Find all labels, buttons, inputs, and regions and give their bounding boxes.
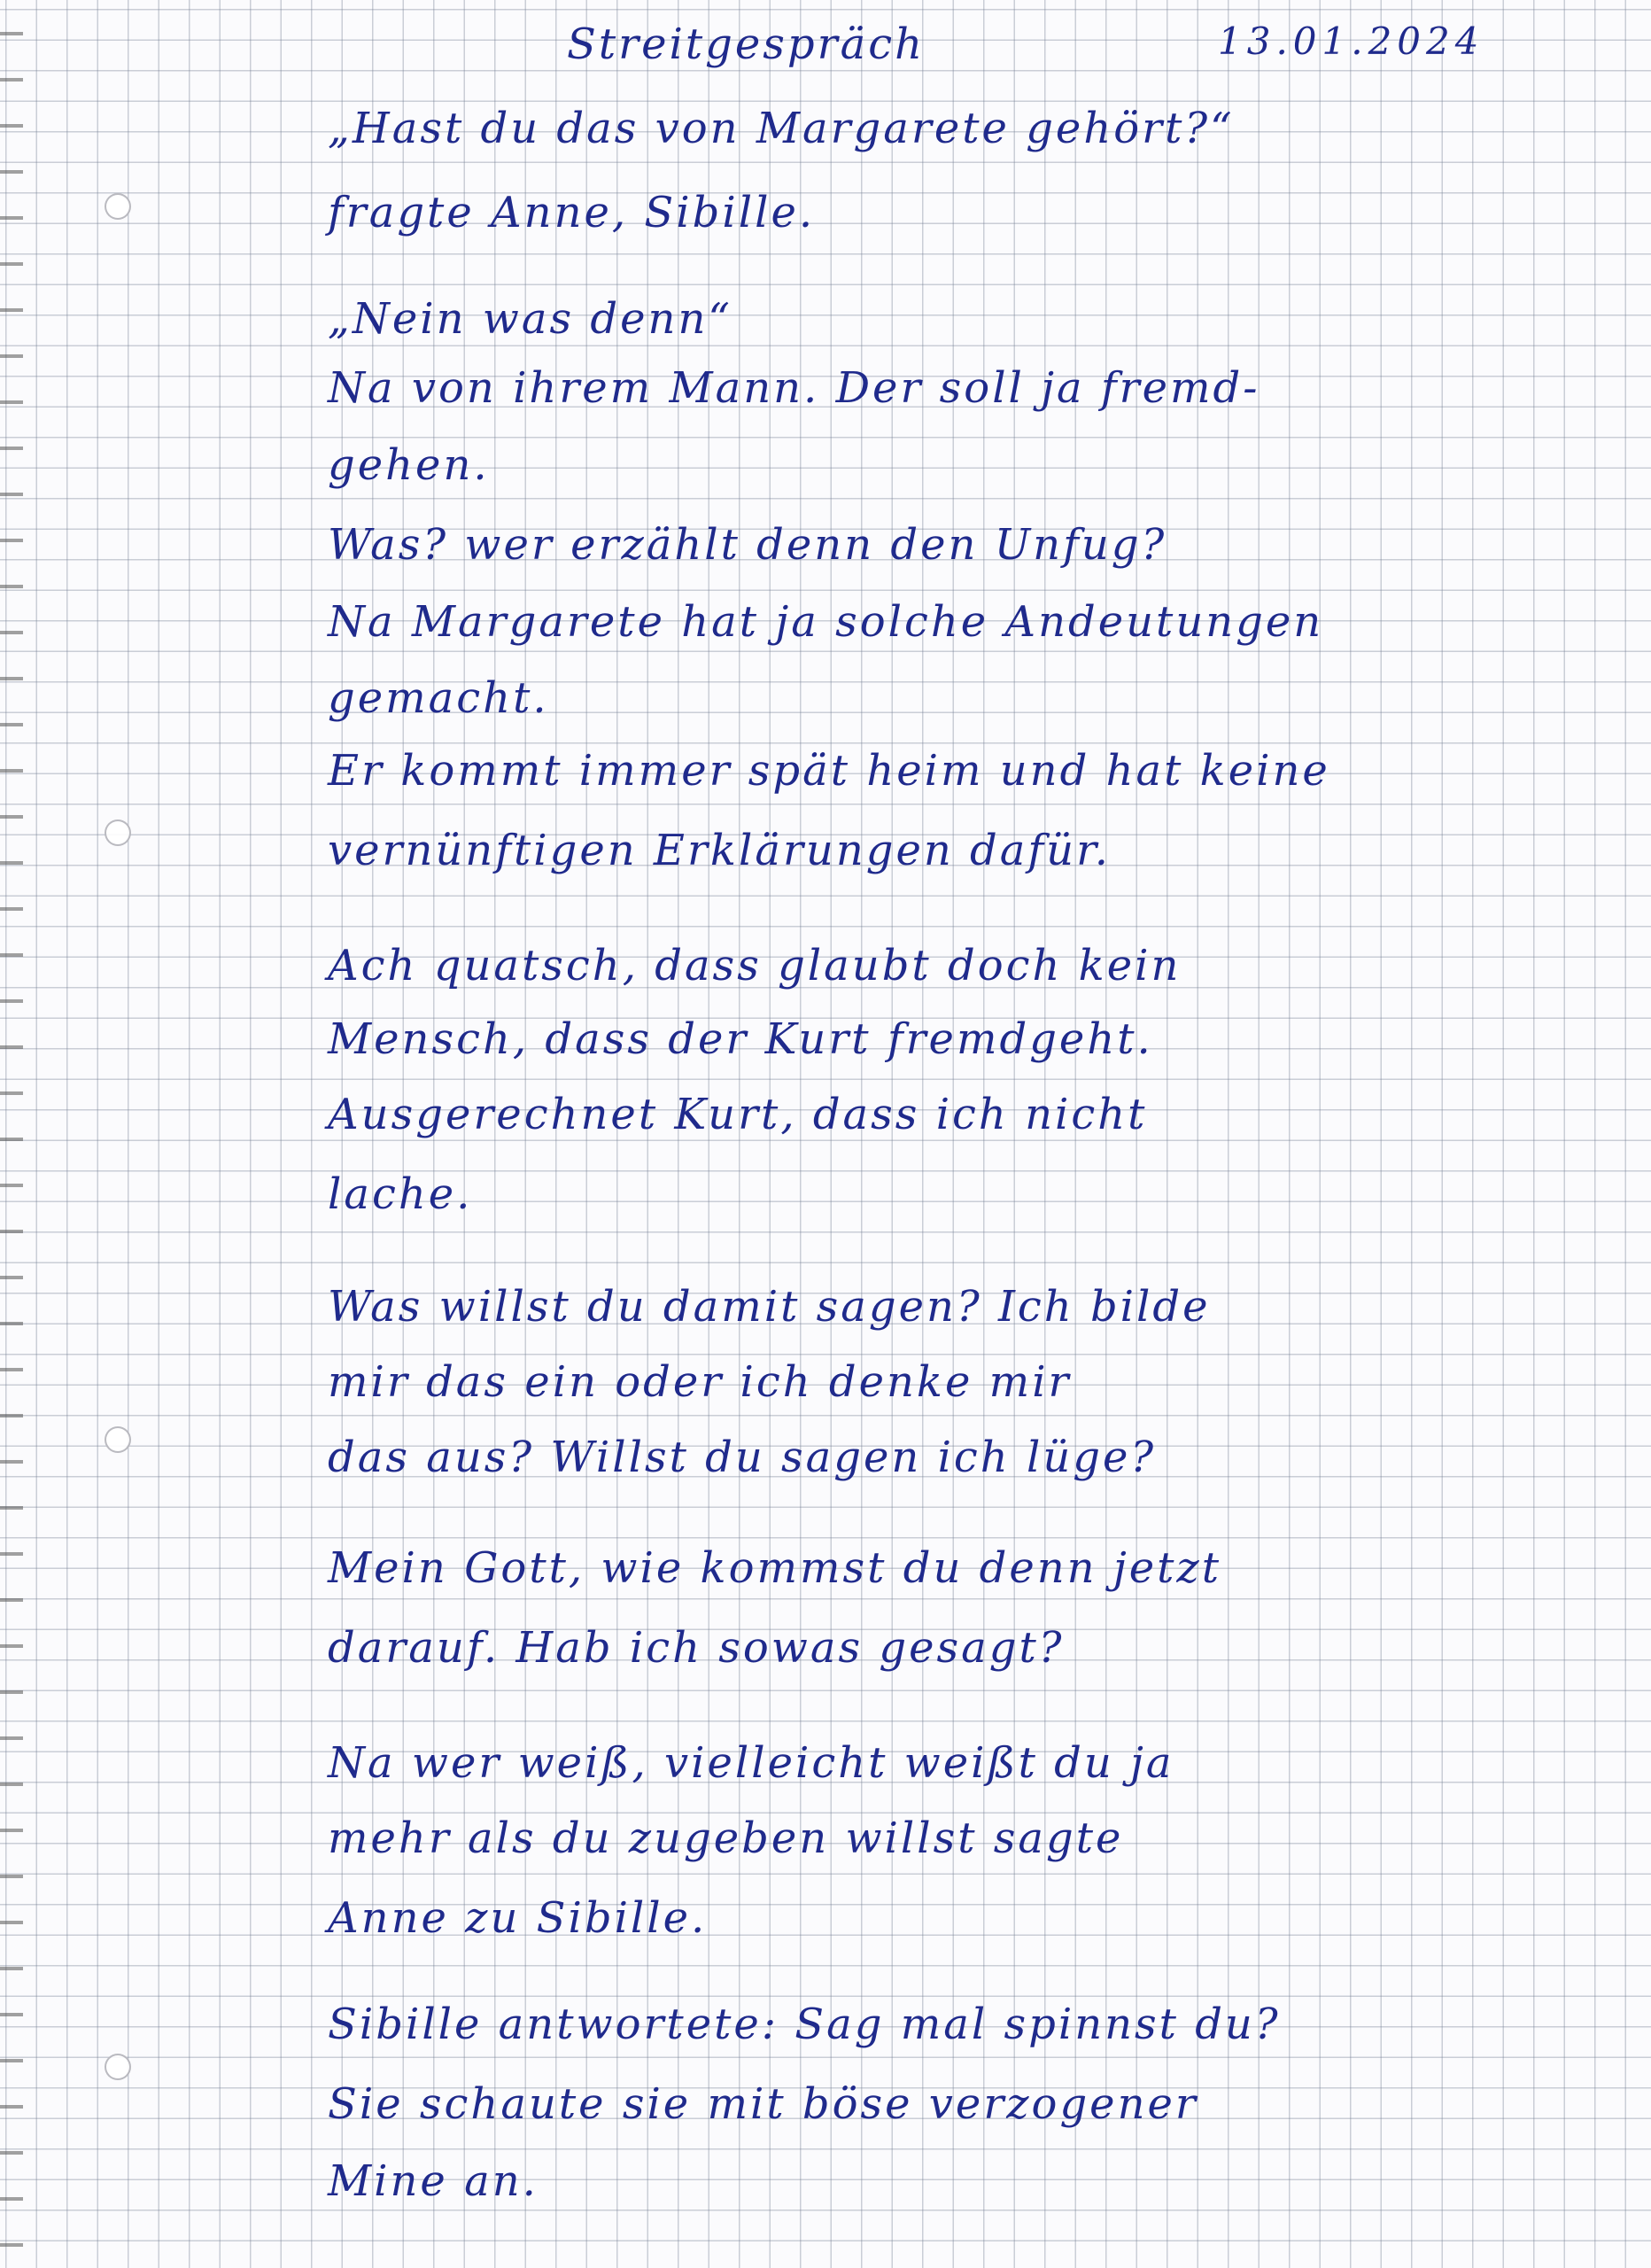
text-line: Mein Gott, wie kommst du denn jetzt [328, 1543, 1221, 1593]
punch-hole [105, 193, 131, 220]
text-line: mehr als du zugeben willst sagte [328, 1814, 1124, 1863]
text-line: darauf. Hab ich sowas gesagt? [328, 1623, 1065, 1673]
text-line: gemacht. [328, 673, 549, 723]
text-line: gehen. [328, 440, 490, 490]
text-line: Was willst du damit sagen? Ich bilde [328, 1282, 1211, 1332]
page-date: 13.01.2024 [1218, 19, 1484, 63]
text-line: lache. [328, 1169, 473, 1219]
text-line: Ausgerechnet Kurt, dass ich nicht [328, 1090, 1148, 1139]
punch-hole [105, 2054, 131, 2080]
punch-hole [105, 1426, 131, 1453]
text-line: mir das ein oder ich denke mir [328, 1357, 1072, 1407]
text-line: fragte Anne, Sibille. [328, 188, 816, 237]
text-line: „Hast du das von Margarete gehört?“ [328, 104, 1235, 153]
text-line: „Nein was denn“ [328, 294, 732, 344]
text-line: Er kommt immer spät heim und hat keine [328, 746, 1330, 796]
text-line: Was? wer erzählt denn den Unfug? [328, 520, 1167, 570]
text-line: Mine an. [328, 2156, 539, 2206]
text-line: Sie schaute sie mit böse verzogener [328, 2079, 1198, 2129]
punch-hole [105, 819, 131, 846]
text-line: das aus? Willst du sagen ich lüge? [328, 1433, 1157, 1482]
perforation-edge [0, 0, 23, 2268]
text-line: Ach quatsch, dass glaubt doch kein [328, 941, 1182, 990]
text-line: Na Margarete hat ja solche Andeutungen [328, 597, 1324, 647]
text-line: Sibille antwortete: Sag mal spinnst du? [328, 2000, 1281, 2049]
text-line: Mensch, dass der Kurt fremdgeht. [328, 1014, 1153, 1064]
text-line: Anne zu Sibille. [328, 1893, 708, 1943]
page-title: Streitgespräch [567, 19, 926, 69]
text-line: vernünftigen Erklärungen dafür. [328, 826, 1111, 875]
text-line: Na wer weiß, vielleicht weißt du ja [328, 1738, 1174, 1788]
text-line: Na von ihrem Mann. Der soll ja fremd- [328, 363, 1260, 413]
